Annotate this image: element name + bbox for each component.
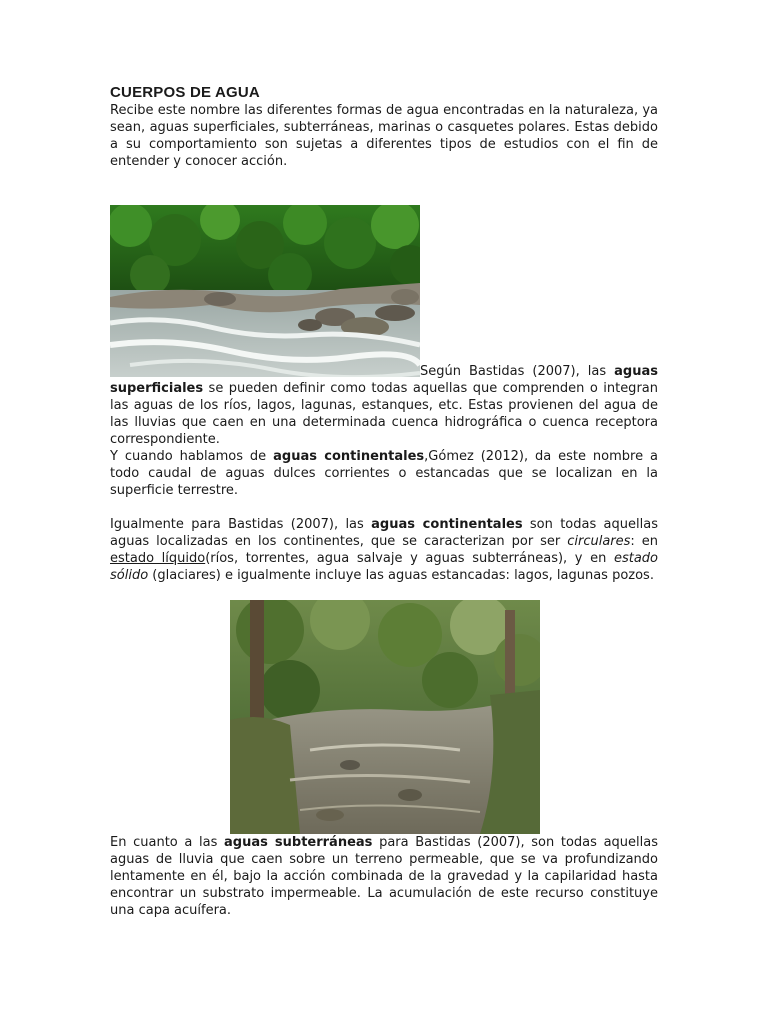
p5-text-c: para Bastidas (2007), son todas aquellas aguas de lluvia que caen sobre un terreno permeable, que se va profundizando lentamente en él, bajo la acción combinada de la gravedad y la capilaridad hasta encontrar un substrato impermeable. La acumulación de este recurso constituye una capa acuífera.	[110, 835, 658, 918]
p2-text-c: se pueden definir como todas aquellas que comprenden o integran las aguas de los ríos, lagos, lagunas, estanques, etc. Estas provienen del agua de las lluvias que caen en una determinada cuenca hidrográfica o cuenca receptora correspondiente.	[110, 381, 658, 447]
p4-italic-solid-state: estado sólido	[110, 551, 658, 583]
p4-text-i: (glaciares) e igualmente incluye las aguas estancadas: lagos, lagunas pozos.	[148, 568, 654, 583]
p3-bold-term: aguas continentales	[273, 449, 425, 464]
p3-text-c: ,Gómez (2012), da este nombre a todo caudal de aguas dulces corrientes o estancadas que se localizan en la superficie terrestre.	[110, 449, 658, 498]
river-photo-surface-water	[110, 205, 420, 377]
p5-bold-term: aguas subterráneas	[224, 835, 373, 850]
page-title: CUERPOS DE AGUA	[110, 84, 260, 101]
p4-italic-circulares: circulares	[567, 534, 631, 549]
p2-text-a: Según Bastidas (2007), las	[420, 364, 615, 379]
document-page	[110, 84, 659, 918]
intro-paragraph: Recibe este nombre las diferentes formas de agua encontradas en la naturaleza, ya sean, aguas superficiales, subterráneas, marinas o casquetes polares. Estas debido a su comportamiento son sujetas a diferentes tipos de estudios con el fin de entender y conocer acción.	[110, 103, 658, 169]
p3-text-a: Y cuando hablamos de	[110, 449, 274, 464]
continental-waters-paragraph	[110, 448, 658, 499]
p4-underline-liquid-state: estado líquido	[110, 551, 206, 566]
groundwater-section	[110, 834, 658, 919]
p4-bold-term: aguas continentales	[371, 517, 523, 532]
p5-text-a: En cuanto a las	[110, 835, 225, 850]
continental-waters-definition-paragraph	[110, 516, 658, 584]
p2-bold-term: aguas superficiales	[110, 364, 658, 396]
p4-text-a: Igualmente para Bastidas (2007), las	[110, 517, 372, 532]
surface-waters-paragraph	[110, 363, 658, 448]
p4-text-e: : en	[630, 534, 659, 549]
p4-text-g: (ríos, torrentes, agua salvaje y aguas subterráneas), y en	[205, 551, 614, 566]
stream-photo-continental-water	[230, 600, 540, 834]
groundwater-paragraph	[110, 834, 658, 919]
surface-waters-section	[110, 363, 658, 584]
p4-text-c: son todas aquellas aguas localizadas en los continentes, que se caracterizan por ser	[110, 517, 658, 549]
